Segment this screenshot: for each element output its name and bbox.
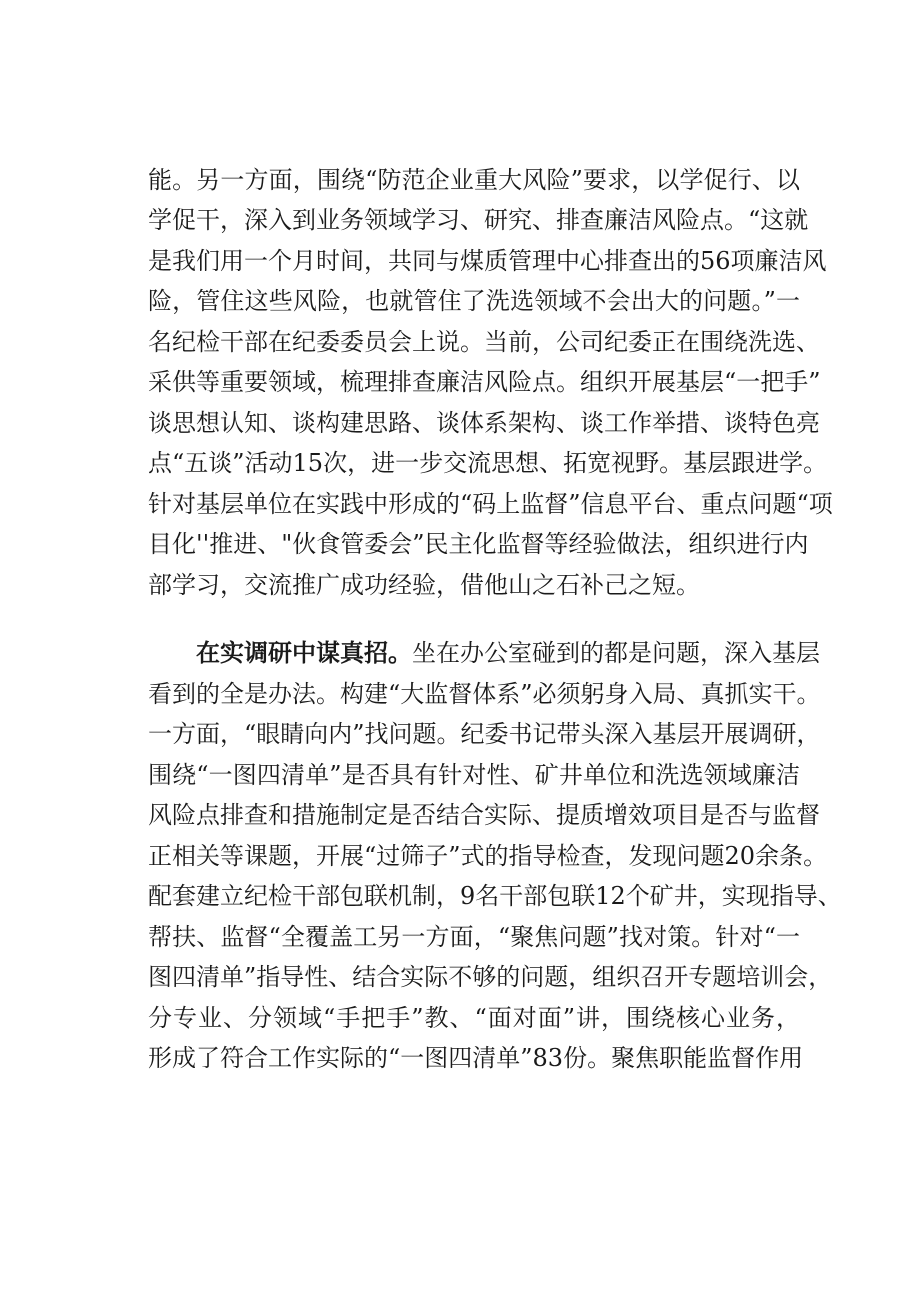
paragraph-1-line-2: 学促干，深入到业务领域学习、研究、排查廉洁风险点。“这就 <box>148 206 809 234</box>
paragraph-1-line-5: 名纪检干部在纪委委员会上说。当前，公司纪委正在围绕洗选、 <box>148 328 820 356</box>
paragraph-2-line-4: 围绕“一图四清单”是否具有针对性、矿井单位和洗选领域廉洁 <box>148 761 800 789</box>
paragraph-2-line-2: 看到的全是办法。构建“大监督体系”必须躬身入局、真抓实干。 <box>148 680 821 708</box>
paragraph-1-line-3: 是我们用一个月时间，共同与煤质管理中心排查出的56项廉洁风 <box>148 247 827 275</box>
paragraph-2-line-3: 一方面，“眼睛向内”找问题。纪委书记带头深入基层开展调研， <box>148 720 821 748</box>
paragraph-1-line-11: 部学习，交流推广成功经验，借他山之石补己之短。 <box>148 571 700 599</box>
paragraph-2-line-9: 图四清单”指导性、结合实际不够的问题，组织召开专题培训会， <box>148 963 833 991</box>
paragraph-1-line-4: 险，管住这些风险，也就管住了洗选领域不会出大的问题。”一 <box>148 287 800 315</box>
paragraph-2-line-8: 帮扶、监督“全覆盖工另一方面，“聚焦问题”找对策。针对“一 <box>148 923 800 951</box>
paragraph-1-line-1: 能。另一方面，围绕“防范企业重大风险”要求，以学促行、以 <box>148 166 800 194</box>
paragraph-2-lead-heading: 在实调研中谋真招。 <box>196 638 412 667</box>
paragraph-1-line-7: 谈思想认知、谈构建思路、谈体系架构、谈工作举措、谈特色亮 <box>148 409 820 437</box>
paragraph-1-line-9: 针对基层单位在实践中形成的“码上监督”信息平台、重点问题“项 <box>148 490 833 518</box>
paragraph-2-line-10: 分专业、分领域“手把手”教、“面对面”讲，围绕核心业务， <box>148 1004 800 1032</box>
paragraph-2-line-11: 形成了符合工作实际的“一图四清单”83份。聚焦职能监督作用 <box>148 1044 804 1072</box>
paragraph-1-line-10: 目化''推进、"伙食管委会”民主化监督等经验做法，组织进行内 <box>148 530 809 558</box>
paragraph-2-line-5: 风险点排查和措施制定是否结合实际、提质增效项目是否与监督 <box>148 801 820 829</box>
paragraph-2-line-1-rest: 坐在办公室碰到的都是问题，深入基层 <box>412 639 820 667</box>
paragraph-1-line-6: 采供等重要领域，梳理排查廉洁风险点。组织开展基层“一把手” <box>148 368 821 396</box>
paragraph-2-line-6: 正相关等课题，开展“过筛子”式的指导检查，发现问题20余条。 <box>148 842 828 870</box>
paragraph-2-line-7: 配套建立纪检干部包联机制，9名干部包联12个矿井，实现指导、 <box>148 882 842 910</box>
paragraph-1-line-8: 点“五谈”活动15次，进一步交流思想、拓宽视野。基层跟进学。 <box>148 449 828 477</box>
paragraph-2-line-1 <box>196 633 820 673</box>
